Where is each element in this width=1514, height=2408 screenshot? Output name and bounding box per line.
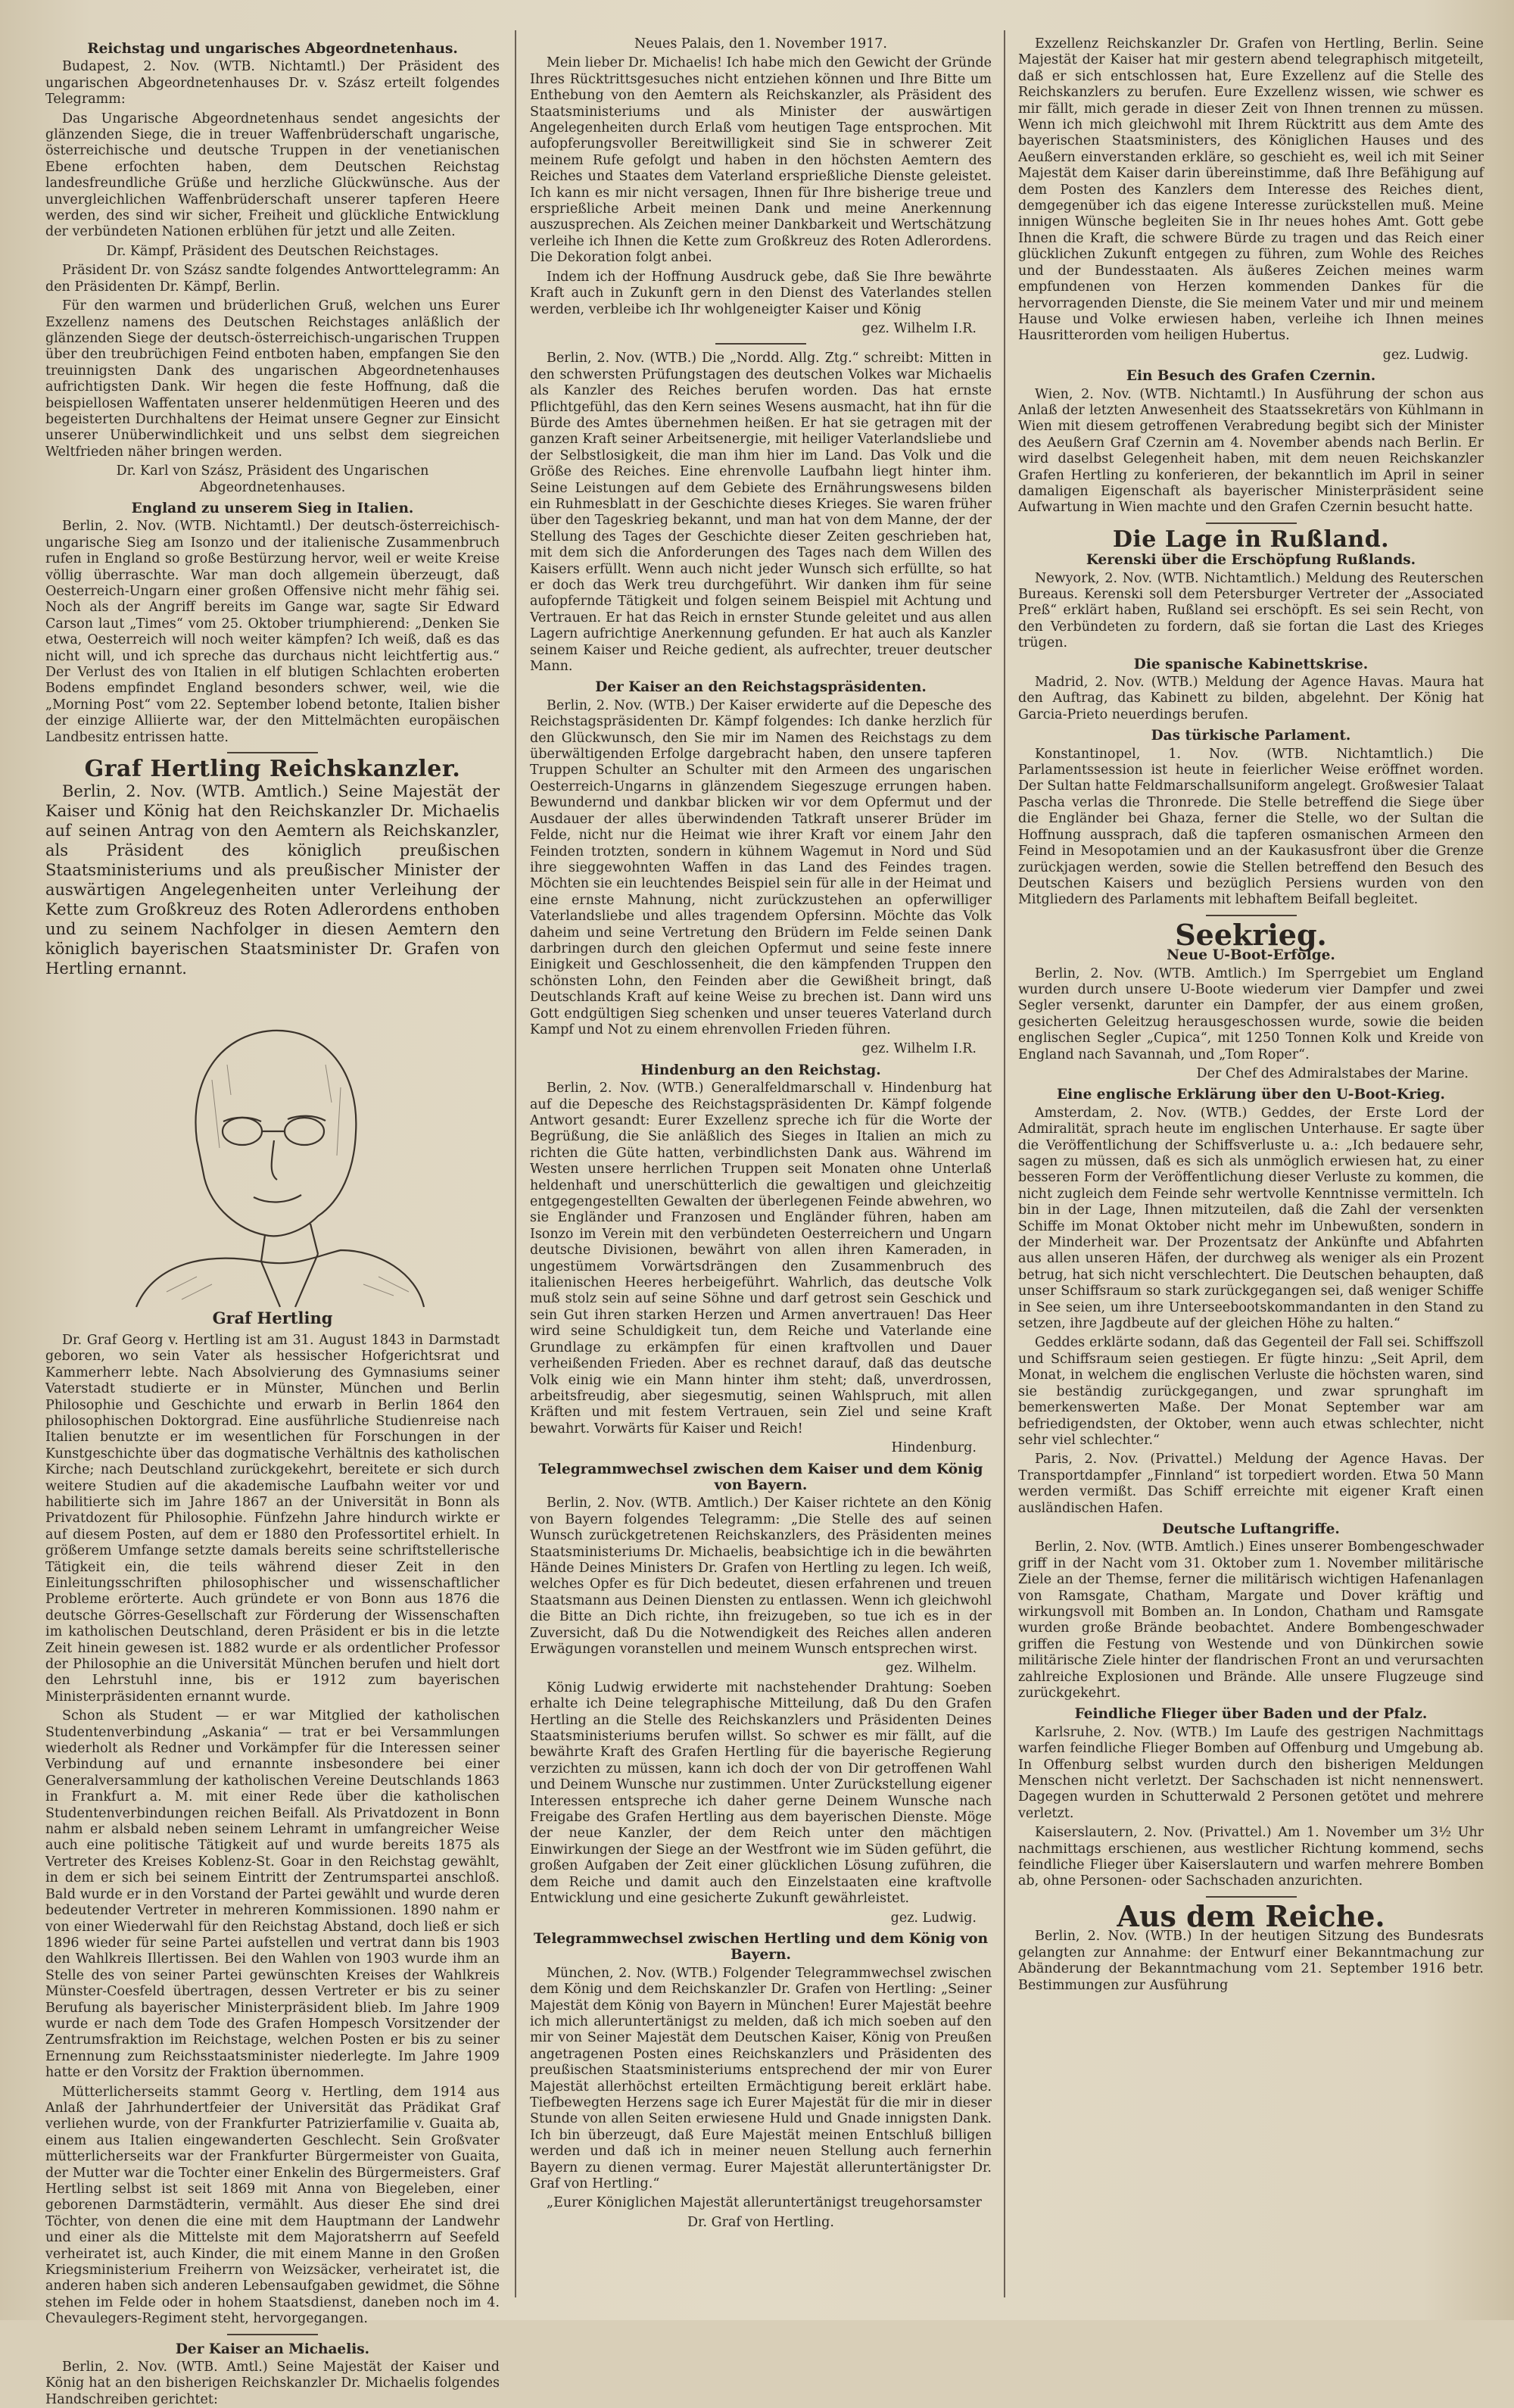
article-paragraph: Berlin, 2. Nov. (WTB.) Die „Nordd. Allg. Ztg.“ schreibt: Mitten in den schwersten Prüfungstagen des deutschen Volkes war Michaelis als Kanzler des Reiches berufen worden. Das hat ernste Pflichtgefühl, das den Kern seines Wesens ausmacht, hat ihn für die Bürde des Amtes übernehmen heißen. Er hat sie getragen mit der ganzen Kraft seiner Arbeitsenergie, mit heiliger Vaterlandsliebe und der Selbstlosigkeit, die man ihm hier im Land. Das Volk und die Größe des Reiches. Eine ehrenvolle Laufbahn liegt hinter ihm. Seine Leistungen auf dem Gebiete des Ernährungswesens bilden ein Ruhmesblatt in der Geschichte dieses Krieges. Sie waren früher über den Tageskrieg bekannt, und man hat von dem Manne, der der Stellung des Tages der Geschichte dieser Zeiten geschrieben hat, mit dem sich die Anforderungen des Tages nach dem Willen des Kaisers erfüllt. Wenn auch nicht jeder Wunsch sich erfüllte, so hat er doch das Werk treu durchgeführt. Wir danken ihm für seine aufopfernde Tätigkeit und folgen seinem Beispiel mit Achtung und Vertrauen. Er hat das Reich in ernster Stunde geleitet und aus allen Lagern aufrichtige Anerkennung gefunden. Er hat auch als Kanzler seinem Kaiser und Reiche gedient, als aufrechter, treuer deutscher Mann. (530, 351, 992, 675)
article-paragraph: Mein lieber Dr. Michaelis! Ich habe mich den Gewicht der Gründe Ihres Rücktrittsgesuches nicht entziehen können und Ihre Bitte um Enthebung von den Aemtern als Reichskanzler, als Präsident des Staatsministeriums und als Minister der auswärtigen Angelegenheiten durch Erlaß vom heutigen Tage entsprochen. Mit aufopferungsvoller Bereitwilligkeit sind Sie in schwerer Zeit meinem Rufe gefolgt und haben in den höchsten Aemtern des Reiches und Staates dem Vaterland ersprießliche Dienste geleistet. Ich kann es mir nicht versagen, Ihnen für Ihre bisherige treue und ersprießliche Arbeit meinen Dank und meine Anerkennung auszusprechen. Als Zeichen meiner Dankbarkeit und Wertschätzung verleihe ich Ihnen die Kette zum Großkreuz des Roten Adlerordens. Die Dekoration folgt anbei. (530, 55, 992, 266)
signature: gez. Wilhelm. (885, 1661, 977, 1677)
article-heading: Der Kaiser an den Reichstagspräsidenten. (595, 679, 927, 696)
signature: gez. Wilhelm I.R. (861, 320, 977, 336)
signature: Der Chef des Admiralstabes der Marine. (1196, 1065, 1469, 1081)
article-heading: Das türkische Parlament. (1151, 728, 1351, 744)
article-paragraph: Präsident Dr. von Szász sandte folgendes Antworttelegramm: An den Präsidenten Dr. Kämpf, Berlin. (45, 263, 500, 295)
article-heading: Der Kaiser an Michaelis. (175, 2341, 370, 2357)
signature: Hindenburg. (891, 1440, 977, 1456)
article-paragraph: Kaiserslautern, 2. Nov. (Privattel.) Am 1. November um 3½ Uhr nachmittags erschienen, aus westlicher Richtung kommend, sechs feindliche Flieger über Kaiserslautern und warfen mehrere Bomben ab, ohne Personen- oder Sachschaden anzurichten. (1018, 1825, 1484, 1889)
lead-paragraph: Berlin, 2. Nov. (WTB. Amtlich.) Seine Majestät der Kaiser und König hat den Reichskanzler Dr. Michaelis auf seinen Antrag von den Aemtern als Reichskanzler, als Präsident des königlich preußischen Staatsministeriums und als preußischer Minister der auswärtigen Angelegenheiten unter Verleihung der Kette zum Großkreuz des Roten Adlerordens enthoben und zu seinem Nachfolger in diesen Aemtern den königlich bayerischen Staatsminister Dr. Grafen von Hertling ernannt. (45, 782, 500, 978)
section-divider (227, 2334, 318, 2335)
article-heading: Eine englische Erklärung über den U-Boot-Krieg. (1056, 1087, 1445, 1103)
column-right (1018, 36, 1484, 2305)
article-paragraph: König Ludwig erwiderte mit nachstehender Drahtung: Soeben erhalte ich Deine telegraphische Mitteilung, daß Du den Grafen Hertling an die Stelle des Reichskanzlers und Präsidenten Deines Staatsministeriums berufen willst. So schwer es mir fällt, auf die bewährte Kraft des Grafen Hertling für die bayerische Regierung verzichten zu müssen, kann ich doch der von Dir getroffenen Wahl und Deinem Wunsche nur zustimmen. Unter Zurückstellung eigener Interessen entspreche ich daher gerne Deinem Wunsche nach Freigabe des Grafen Hertling aus dem bayerischen Dienste. Möge der neue Kanzler, der dem Reich unter den mächtigen Einwirkungen der Siege an der Westfront wie im Süden geführt, die großen Aufgaben der Zeit einer glücklichen Lösung zuführen, die dem Reiche und damit auch den Einzelstaaten eine kraftvolle Entwicklung und eine gesicherte Zukunft gewährleistet. (530, 1680, 992, 1907)
article-paragraph: Amsterdam, 2. Nov. (WTB.) Geddes, der Erste Lord der Admiralität, sprach heute im englischen Unterhause. Er sagte über die Veröffentlichung der Schiffsverluste u. a.: „Ich bedauere sehr, sagen zu müssen, daß es sich als unmöglich erwiesen hat, zu einer besseren Form der Veröffentlichung dieser Verluste zu kommen, die nicht zugleich dem Feinde sehr wertvolle Kenntnisse vermitteln. Ich bin in der Lage, Ihnen mitzuteilen, daß die Zahl der versenkten Schiffe im Monat Oktober nicht mehr im Unbewußten, sondern in der Minderheit war. Der Prozentsatz der Ankünfte und Abfahrten aus allen unseren Häfen, der durchweg als weniger als ein Prozent betrug, hat sich nicht verschlechtert. Die Deutschen behaupten, daß unser Schiffsraum so stark zurückgegangen sei, daß weniger Schiffe in See seien, um ihre Unterseebootskommandanten in den Stand zu setzen, ihre Jagdbeute auf der gleichen Höhe zu halten.“ (1018, 1105, 1484, 1332)
article-paragraph: Das Ungarische Abgeordnetenhaus sendet angesichts der glänzenden Siege, die in treuer Waffenbrüderschaft ungarische, österreichische und deutsche Truppen in der venetianischen Ebene erfochten haben, dem Deutschen Reichstag landesfreundliche Grüße und herzliche Glückwünsche. Aus der unvergleichlichen Waffenbrüderschaft unserer tapferen Heere werden, des sind wir sicher, Freiheit und glückliche Entwicklung der verbündeten Nationen erblühen für jetzt und alle Zeiten. (45, 111, 500, 240)
section-headline: Seekrieg. (1175, 917, 1327, 952)
article-paragraph: Berlin, 2. Nov. (WTB. Nichtamtl.) Der deutsch-österreichisch-ungarische Sieg am Isonzo und der italienische Zusammenbruch rufen in England so große Bestürzung hervor, weil er weite Kreise völlig überraschte. War man doch allgemein überzeugt, daß Oesterreich-Ungarn einer großen Offensive nicht mehr fähig sei. Noch als der Angriff bereits im Gange war, sagte Sir Edward Carson laut „Times“ vom 25. Oktober triumphierend: „Denken Sie etwa, Oesterreich will noch weiter kämpfen? Ich weiß, daß es das nicht will, und ich spreche das durchaus nicht leichtfertig aus.“ Der Verlust des von Italien in elf blutigen Schlachten eroberten Bodens empfindet England besonders schwer, weil, wie die „Morning Post“ vom 22. September lobend betonte, Italien bisher der einzige Alliierte war, der den Mittelmächten europäischen Landbesitz entrissen hatte. (45, 519, 500, 745)
article-paragraph: Wien, 2. Nov. (WTB. Nichtamtl.) In Ausführung der schon aus Anlaß der letzten Anwesenheit des Staatssekretärs von Kühlmann in Wien mit diesem getroffenen Verabredung begibt sich der Minister des Aeußern Graf Czernin am 4. November abends nach Berlin. Er wird daselbst Gelegenheit haben, mit dem neuen Reichskanzler Grafen Hertling zu konferieren, der bekanntlich im April in seiner damaligen Eigenschaft als bayerischer Ministerpräsident seine Aufwartung in Wien machte und den Grafen Czernin besucht hatte. (1018, 386, 1484, 516)
section-headline: Die Lage in Rußland. (1112, 526, 1390, 553)
section-divider (227, 752, 318, 753)
signature: gez. Ludwig. (890, 1910, 977, 1926)
article-paragraph: Karlsruhe, 2. Nov. (WTB.) Im Laufe des gestrigen Nachmittags warfen feindliche Flieger Bomben auf Offenburg und Umgebung ab. In Offenburg selbst wurden durch den bisherigen Meldungen Menschen nicht verletzt. Der Sachschaden ist nicht nennenswert. Dagegen wurden in Schutterwald 2 Personen getötet und mehrere verletzt. (1018, 1724, 1484, 1821)
signature: gez. Ludwig. (1382, 347, 1469, 363)
article-paragraph: Konstantinopel, 1. Nov. (WTB. Nichtamtlich.) Die Parlamentssession ist heute in feierlicher Weise eröffnet worden. Der Sultan hatte Feldmarschallsuniform angelegt. Großwesier Talaat Pascha verlas die Thronrede. Die Stelle betreffend die Siege über die Engländer bei Ghaza, ferner die Stelle, wo der Sultan die Hoffnung aussprach, daß die tapferen osmanischen Armeen den Feind in Mesopotamien und an der Kaukasusfront über die Grenze zurückjagen werden, sowie die Stellen betreffend den Besuch des Deutschen Kaisers und bezüglich Persiens wurden von den Mitgliedern des Parlaments mit lebhaftem Beifall begleitet. (1018, 746, 1484, 908)
signature: Dr. Kämpf, Präsident des Deutschen Reichstages. (106, 243, 439, 259)
article-paragraph: Newyork, 2. Nov. (WTB. Nichtamtlich.) Meldung des Reuterschen Bureaus. Kerenski soll dem Petersburger Vertreter der „Associated Preß“ erklärt haben, Rußland sei erschöpft. Es sei sein Recht, von den Verbündeten zu fordern, daß sie fortan die Last des Krieges trügen. (1018, 570, 1484, 651)
article-paragraph: Geddes erklärte sodann, daß das Gegenteil der Fall sei. Schiffszoll und Schiffsraum seien gestiegen. Er fügte hinzu: „Seit April, dem Monat, in welchem die englischen Verluste die höchsten waren, sind sie beständig zurückgegangen, und zwar sprunghaft im bemerkenswerten Maße. Der Monat September war am befriedigendsten, der Oktober, wenn auch etwas schlechter, nicht sehr viel schlechter.“ (1018, 1335, 1484, 1448)
article-paragraph: Berlin, 2. Nov. (WTB. Amtlich.) Im Sperrgebiet um England wurden durch unsere U-Boote wiederum vier Dampfer und zwei Segler versenkt, darunter ein Dampfer, der aus einem großen, gesicherten Geleitzug herausgeschossen wurde, sowie die beiden englischen Segler „Cupica“, mit 1250 Tonnen Kolk und Kreide von England nach Savannah, und „Tom Roper“. (1018, 965, 1484, 1062)
column-left (45, 36, 500, 2407)
section-headline: Aus dem Reiche. (1117, 1898, 1385, 1933)
article-paragraph: Berlin, 2. Nov. (WTB.) Generalfeldmarschall v. Hindenburg hat auf die Depesche des Reichstagspräsidenten Dr. Kämpf folgende Antwort gesandt: Eurer Exzellenz spreche ich für die Worte der Begrüßung, die Sie anläßlich des Sieges in Italien an mich zu richten die Güte hatten, verbindlichsten Dank aus. Während im Westen unsere herrlichen Truppen seit Monaten ohne Unterlaß heldenhaft und unerschütterlich die gewaltigen und gleichzeitig entgegengestellten Gewalten der überlegenen Feinde abwehren, wo sie Engländer und Franzosen und Engländer führen, haben am Isonzo im Verein mit den verbündeten Oesterreichern und Ungarn deutsche Divisionen, bewährt von allen ihren Kameraden, in ungestümem Vorwärtsdrängen den Zusammenbruch des italienischen Heeres herbeigeführt. Wahrlich, das deutsche Volk muß stolz sein auf seine Söhne und darf getrost sein Geschick und sein Gut ihren starken Herzen und Armen anvertrauen! Das Heer wird seine Schuldigkeit tun, dem Reiche und Vaterlande eine Grundlage zu erkämpfen für einen kraftvollen und Dauer verheißenden Frieden. Aber es rechnet darauf, daß das deutsche Volk einig wie ein Mann hinter ihm steht; daß, unverdrossen, arbeitsfreudig, aber siegesmutig, seinen Wahlspruch, mit allen Kräften und mit festem Vertrauen, sein Ziel und seine Kraft bewahrt. Vorwärts für Kaiser und Reich! (530, 1081, 992, 1436)
article-paragraph: „Eurer Königlichen Majestät alleruntertänigst treugehorsamster (547, 2195, 982, 2211)
article-paragraph: Berlin, 2. Nov. (WTB. Amtl.) Seine Majestät der Kaiser und König hat an den bisherigen Reichskanzler Dr. Michaelis folgendes Handschreiben gerichtet: (45, 2360, 500, 2407)
signature: Dr. Graf von Hertling. (687, 2214, 834, 2230)
signature: gez. Wilhelm I.R. (861, 1041, 977, 1057)
article-heading: Kerenski über die Erschöpfung Rußlands. (1086, 552, 1416, 569)
column-divider (1004, 30, 1005, 2297)
section-divider (715, 343, 806, 345)
article-paragraph: Paris, 2. Nov. (Privattel.) Meldung der Agence Havas. Der Transportdampfer „Finnland“ ist torpediert worden. Etwa 50 Mann werden vermißt. Das Schiff erreichte mit eigener Kraft einen ausländischen Hafen. (1018, 1452, 1484, 1516)
section-divider (1206, 522, 1297, 524)
article-paragraph: Berlin, 2. Nov. (WTB. Amtlich.) Eines unserer Bombengeschwader griff in der Nacht vom 31. Oktober zum 1. November militärische Ziele an der Themse, ferner die militärisch wichtigen Hafenanlagen von Ramsgate, Chatham, Margate und Dover kräftig und wirkungsvoll mit Bomben an. In London, Chatham und Ramsgate wurden große Brände beobachtet. Andere Bombengeschwader griffen die Festung von Westende und von Dünkirchen sowie militärische Ziele hinter der flandrischen Front an und verursachten zahlreiche Explosionen und Brände. Alle unsere Flugzeuge sind zurückgekehrt. (1018, 1539, 1484, 1701)
main-headline: Graf Hertling Reichskanzler. (84, 756, 461, 783)
dateline: Neues Palais, den 1. November 1917. (634, 36, 887, 51)
article-heading: Hindenburg an den Reichstag. (640, 1062, 881, 1078)
article-paragraph: Mütterlicherseits stammt Georg v. Hertling, dem 1914 aus Anlaß der Jahrhundertfeier der Universität das Prädikat Graf verliehen wurde, von der Frankfurter Patrizierfamilie v. Guaita ab, einem aus Italien eingewanderten Geschlecht. Sein Großvater mütterlicherseits war der Frankfurter Bürgermeister von Guaita, der Mutter war die Tochter einer Enkelin des Bürgermeisters. Graf Hertling selbst ist seit 1869 mit Anna von Biegeleben, einer geborenen Darmstädterin, vermählt. Aus dieser Ehe sind drei Töchter, von denen die eine mit dem Hauptmann der Landwehr und einer als die Mittelste mit dem Majoratsherrn auf Seefeld verheiratet ist, auch Kinder, die mit einem Manne in den Großen Kriegsministerium Freiherrn von Weizsäcker, verheiratet ist, die anderen haben sich anderen Lebensaufgaben gewidmet, die Söhne stehen im Felde oder in hohem Staatsdienst, daneben noch im 4. Chevaulegers-Regiment steht, hervorgegangen. (45, 2084, 500, 2327)
article-paragraph: Exzellenz Reichskanzler Dr. Grafen von Hertling, Berlin. Seine Majestät der Kaiser hat mir gestern abend telegraphisch mitgeteilt, daß er sich entschlossen hat, Eure Exzellenz auf die Stelle des Reichskanzlers zu berufen. Eure Exzellenz wissen, wie schwer es mir fällt, mich gerade in dieser Zeit von Ihnen trennen zu müssen. Wenn ich mich gleichwohl mit Ihrem Rücktritt aus dem Amte des bayerischen Staatsministers, des Königlichen Hauses und des Aeußern einverstanden erkläre, so geschieht es, weil ich mit Seiner Majestät dem Kaiser darin übereinstimme, daß Ihre Befähigung auf dem Posten des Kanzlers dem Interesse des Reiches dient, demgegenüber ich das eigene Interesse zurückstellen muß. Meine innigen Wünsche begleiten Sie in Ihr neues hohes Amt. Gott gebe Ihnen die Kraft, die schwere Bürde zu tragen und das Reich einer glücklichen Zukunft entgegen zu führen, zum Wohle des Reiches und der Bundesstaaten. Als äußeres Zeichen meines warm empfundenen von Herzen kommenden Dankes für die hervorragenden Dienste, die Sie meinem Vater und mir und meinem Hause und Volke erwiesen haben, verleihe ich Ihnen meines Hausritterorden vom heiligen Hubertus. (1018, 36, 1484, 344)
article-heading: Telegrammwechsel zwischen dem Kaiser und dem König von Bayern. (538, 1461, 983, 1493)
article-paragraph: München, 2. Nov. (WTB.) Folgender Telegrammwechsel zwischen dem König und dem Reichskanzler Dr. Grafen von Hertling: „Seiner Majestät dem König von Bayern in München! Eurer Majestät beehre ich mich alleruntertänigst zu melden, daß ich mich soeben auf den mir von Seiner Majestät dem Deutschen Kaiser, König von Preußen angetragenen Posten eines Reichskanzlers und Präsidenten des preußischen Staatsministeriums entsprechend der mir von Eurer Majestät allerhöchst erteilten Ermächtigung bereit erklärt habe. Tiefbewegten Herzens sage ich Eurer Majestät für die mir in dieser Stunde von allen Seiten erwiesene Huld und Gnade innigsten Dank. Ich bin überzeugt, daß Eure Majestät meinen Entschluß billigen werden und daß ich in meiner neuen Stellung auch fernerhin Bayern zu dienen vermag. Eurer Majestät alleruntertänigster Dr. Graf von Hertling.“ (530, 1965, 992, 2191)
article-paragraph: Dr. Graf Georg v. Hertling ist am 31. August 1843 in Darmstadt geboren, wo sein Vater als hessischer Hofgerichtsrat und Kammerherr lebte. Nach Absolvierung des Gymnasiums seiner Vaterstadt studierte er in Münster, München und Berlin Philosophie und Geschichte und erwarb in Berlin 1864 den philosophischen Doktorgrad. Eine ausführliche Studienreise nach Italien benutzte er im wesentlichen für Forschungen in der Kunstgeschichte über das dogmatische Verhältnis des katholischen Kirche; nach Deutschland zurückgekehrt, bereitete er sich durch weitere Studien auf die akademische Laufbahn weiter vor und habilitierte sich im Jahre 1867 an der Universität in Bonn als Privatdozent für Philosophie. Fünfzehn Jahre hindurch wirkte er auf diesem Posten, auf dem er 1880 den Professortitel erhielt. In größerem Umfange setzte damals bereits seine schriftstellerische Tätigkeit ein, die teils während dieser Zeit in den Einleitungsschriften philosophischer und wissenschaftlicher Probleme erörterte. Auch gründete er von Bonn aus 1876 die deutsche Görres-Gesellschaft zur Förderung der Wissenschaften im katholischen Deutschland, deren Präsident er bis in die letzte Zeit hinein gewesen ist. 1882 wurde er als ordentlicher Professor der Philosophie an die Universität München berufen und hielt dort den Lehrstuhl inne, bis er 1912 zum bayerischen Ministerpräsidenten ernannt wurde. (45, 1332, 500, 1705)
column-middle (530, 36, 992, 2305)
article-heading: England zu unserem Sieg in Italien. (131, 500, 414, 516)
portrait-caption: Graf Hertling (212, 1308, 333, 1328)
article-paragraph: Berlin, 2. Nov. (WTB. Amtlich.) Der Kaiser richtete an den König von Bayern folgendes Telegramm: „Die Stelle des auf seinen Wunsch zurückgetretenen Reichskanzlers, des Präsidenten meines Staatsministeriums Dr. Michaelis, beabsichtige ich in die bewährten Hände Deines Ministers Dr. Grafen von Hertling zu legen. Ich weiß, welches Opfer es für Dich bedeutet, diesen erfahrenen und treuen Staatsmann aus Deinen Diensten zu entlassen. Wenn ich gleichwohl die Bitte an Dich richte, ihn freizugeben, so tue ich es in der Zuversicht, daß Du die Notwendigkeit des Reiches allen anderen Erwägungen voranstellen und meinem Wunsch entsprechen wirst. (530, 1496, 992, 1657)
article-paragraph: Indem ich der Hoffnung Ausdruck gebe, daß Sie Ihre bewährte Kraft auch in Zukunft gern in den Dienst des Vaterlandes stellen werden, verbleibe ich Ihr wohlgeneigter Kaiser und König (530, 269, 992, 317)
signature: Dr. Karl von Szász, Präsident des Ungarischen Abgeordnetenhauses. (116, 463, 429, 495)
article-heading: Neue U-Boot-Erfolge. (1167, 947, 1335, 964)
article-heading: Feindliche Flieger über Baden und der Pfalz. (1074, 1706, 1428, 1723)
section-divider (1206, 915, 1297, 916)
article-heading: Ein Besuch des Grafen Czernin. (1126, 368, 1376, 385)
article-heading: Deutsche Luftangriffe. (1162, 1521, 1340, 1537)
article-heading: Telegrammwechsel zwischen Hertling und dem König von Bayern. (533, 1930, 989, 1964)
article-paragraph: Schon als Student — er war Mitglied der katholischen Studentenverbindung „Askania“ — trat er bei Versammlungen wiederholt als Redner und Vorkämpfer für die Interessen seiner Verbindung auf und ernannte insbesondere bei einer Generalversammlung der katholischen Vereine Deutschlands 1863 in Frankfurt a. M. mit einer Rede über die katholischen Studentenverbindungen reichen Beifall. Als Privatdozent in Bonn nahm er alsbald neben seinem Lehramt in umfangreicher Weise auch eine politische Tätigkeit auf und wurde bereits 1875 als Vertreter des Kreises Koblenz-St. Goar in den Reichstag gewählt, in dem er sich bei seinem Eintritt der Zentrumspartei anschloß. Bald wurde er in den Vorstand der Partei gewählt und wurde deren bedeutender Vertreter in mehreren Kommissionen. 1890 nahm er von einer Wiederwahl für den Reichstag Abstand, doch ließ er sich 1896 wieder für seine Partei aufstellen und vertrat dann bis 1903 den Wahlkreis Illertissen. Bei den Wahlen von 1903 wurde ihm an Stelle des von seiner Partei gewünschten Kreises der Wahlkreis Münster-Coesfeld übertragen, dessen Vertreter er bis zu seiner Berufung als bayerischer Ministerpräsident blieb. Im Jahre 1909 wurde er nach dem Tode des Grafen Hompesch Vorsitzender der Zentrumsfraktion im Reichstage, welchen Posten er bis zu seiner Ernennung zum Reichsstaatsminister niederlegte. Im Jahre 1909 hatte er den Vorsitz der Fraktion übernommen. (45, 1708, 500, 2081)
article-paragraph: Berlin, 2. Nov. (WTB.) In der heutigen Sitzung des Bundesrats gelangten zur Annahme: der Entwurf einer Bekanntmachung zur Abänderung der Bekanntmachung vom 21. September 1916 betr. Bestimmungen zur Ausführung (1018, 1929, 1484, 1993)
column-divider (515, 30, 516, 2297)
article-heading: Reichstag und ungarisches Abgeordnetenhaus. (87, 41, 458, 57)
article-paragraph: Budapest, 2. Nov. (WTB. Nichtamtl.) Der Präsident des ungarischen Abgeordnetenhauses Dr. v. Szász erteilt folgendes Telegramm: (45, 59, 500, 108)
portrait-illustration (91, 989, 454, 1307)
article-paragraph: Für den warmen und brüderlichen Gruß, welchen uns Eurer Exzellenz namens des Deutschen Reichstages anläßlich der glänzenden Siege der deutsch-österreichisch-ungarischen Truppen über den treubrüchigen Feind entboten haben, empfangen Sie den treuinnigsten Dank des ungarischen Abgeordnetenhauses aufrichtigsten Dank. Wir hegen die feste Hoffnung, daß die beispiellosen Waffentaten unserer heldenmütigen Heeren und des begeisterten Durchhaltens der Heimat unsere Gegner zur Einsicht unserer Unüberwindlichkeit und uns selbst dem siegreichen Weltfrieden näher bringen werden. (45, 298, 500, 460)
article-paragraph: Madrid, 2. Nov. (WTB.) Meldung der Agence Havas. Maura hat den Auftrag, das Kabinett zu bilden, abgelehnt. Der König hat Garcia-Prieto neuerdings berufen. (1018, 675, 1484, 722)
section-divider (1206, 1896, 1297, 1898)
article-heading: Die spanische Kabinettskrise. (1133, 656, 1369, 672)
article-paragraph: Berlin, 2. Nov. (WTB.) Der Kaiser erwiderte auf die Depesche des Reichstagspräsidenten Dr. Kämpf folgendes: Ich danke herzlich für den Glückwunsch, den Sie mir im Namen des Reichstags zu dem überwältigenden Erfolge dargebracht haben, den unsere tapferen Truppen Schulter an Schulter mit den Armeen des ungarischen Oesterreich-Ungarns in glänzendem Siegeszuge errungen haben. Bewundernd und dankbar blicken wir vor dem Opfermut und der Ausdauer der alles überwindenden Tatkraft unserer Brüder im Felde, nicht nur die Heimat wie ihrer Kraft vor einem Jahr den Feinden trotzten, sondern in kühnem Wagemut in Nord und Süd ihre sieggewohnten Waffen in das Land des Feindes tragen. Möchten sie ein leuchtendes Beispiel sein für alle in der Heimat und eine ernste Mahnung, nicht zurückzustehen an opferwilliger Vaterlandsliebe und alles tragendem Opfersinn. Möchte das Volk daheim und seine Vertretung den Brüdern im Felde seinen Dank darbringen durch den gleichen Opfermut und seine feste innere Einigkeit und Geschlossenheit, die den kämpfenden Truppen den schönsten Lohn, den Feinden aber die Gewißheit bringt, daß Deutschlands Kraft auf keine Weise zu brechen ist. Dann wird uns Gott endgültigen Sieg schenken und unser teueres Vaterland durch Kampf und Not zu einem ehrenvollen Frieden führen. (530, 697, 992, 1037)
